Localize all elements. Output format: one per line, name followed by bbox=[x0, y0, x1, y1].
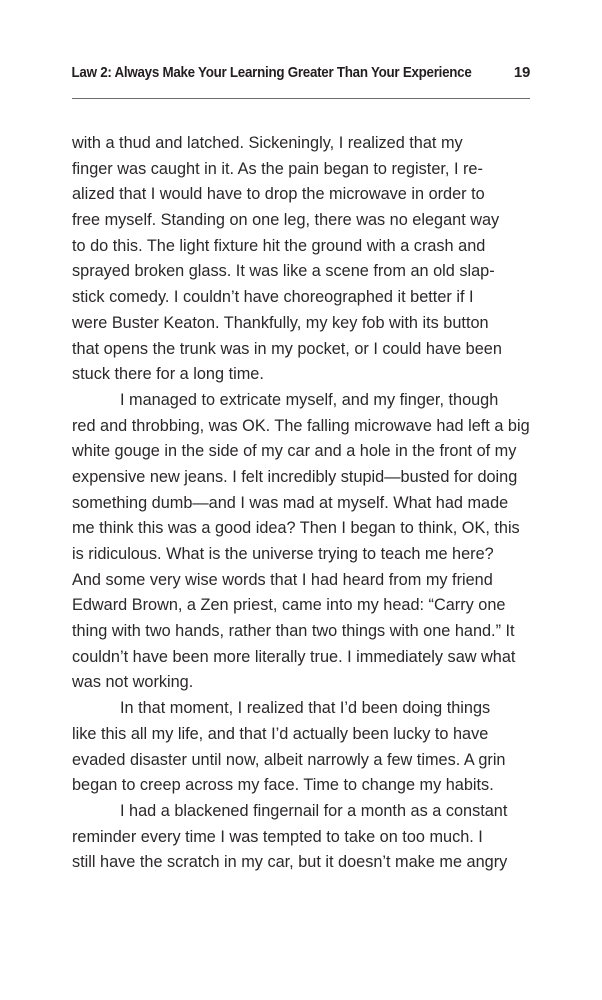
text-line: like this all my life, and that I’d actually been lucky to have bbox=[72, 724, 489, 743]
body-text bbox=[72, 131, 532, 876]
text-line: alized that I would have to drop the microwave in order to bbox=[72, 185, 485, 204]
text-line: with a thud and latched. Sickeningly, I realized that my bbox=[72, 134, 463, 152]
text-line: sprayed broken glass. It was like a scene from an old slap- bbox=[72, 262, 495, 281]
text-line: stuck there for a long time. bbox=[72, 365, 264, 384]
text-line: me think this was a good idea? Then I began to think, OK, this bbox=[72, 519, 520, 538]
header-divider bbox=[72, 98, 530, 99]
text-line: red and throbbing, was OK. The falling microwave had left a big bbox=[72, 416, 530, 435]
running-title: Law 2: Always Make Your Learning Greater Than Your Experience bbox=[72, 64, 472, 81]
paragraph-first-line: I managed to extricate myself, and my finger, though bbox=[120, 390, 499, 409]
text-line: began to creep across my face. Time to change my habits. bbox=[72, 776, 494, 795]
text-line: were Buster Keaton. Thankfully, my key fob with its button bbox=[72, 313, 489, 332]
text-line: And some very wise words that I had heard from my friend bbox=[72, 570, 493, 589]
text-line: was not working. bbox=[72, 673, 194, 692]
text-line: Edward Brown, a Zen priest, came into my head: “Carry one bbox=[72, 596, 506, 615]
text-line: expensive new jeans. I felt incredibly stupid—busted for doing bbox=[72, 467, 518, 486]
page-number: 19 bbox=[513, 64, 530, 81]
text-line: free myself. Standing on one leg, there was no elegant way bbox=[72, 211, 500, 230]
text-line: couldn’t have been more literally true. I immediately saw what bbox=[72, 647, 516, 666]
text-line: something dumb—and I was mad at myself. What had made bbox=[72, 493, 509, 512]
text-line: evaded disaster until now, albeit narrowly a few times. A grin bbox=[72, 750, 506, 769]
text-line: stick comedy. I couldn’t have choreographed it better if I bbox=[72, 288, 474, 307]
text-line: thing with two hands, rather than two things with one hand.” It bbox=[72, 622, 515, 641]
text-line: that opens the trunk was in my pocket, or I could have been bbox=[72, 339, 502, 358]
paragraph-first-line: I had a blackened fingernail for a month as a constant bbox=[120, 801, 508, 820]
text-line: still have the scratch in my car, but it doesn’t make me angry bbox=[72, 853, 508, 872]
text-line: reminder every time I was tempted to take on too much. I bbox=[72, 827, 483, 846]
paragraph-first-line: In that moment, I realized that I’d been doing things bbox=[120, 699, 491, 718]
text-line: to do this. The light fixture hit the ground with a crash and bbox=[72, 236, 486, 255]
text-line: finger was caught in it. As the pain began to register, I re- bbox=[72, 159, 483, 178]
text-line: is ridiculous. What is the universe trying to teach me here? bbox=[72, 545, 494, 563]
text-line: white gouge in the side of my car and a hole in the front of my bbox=[72, 442, 517, 461]
running-head bbox=[72, 64, 530, 90]
